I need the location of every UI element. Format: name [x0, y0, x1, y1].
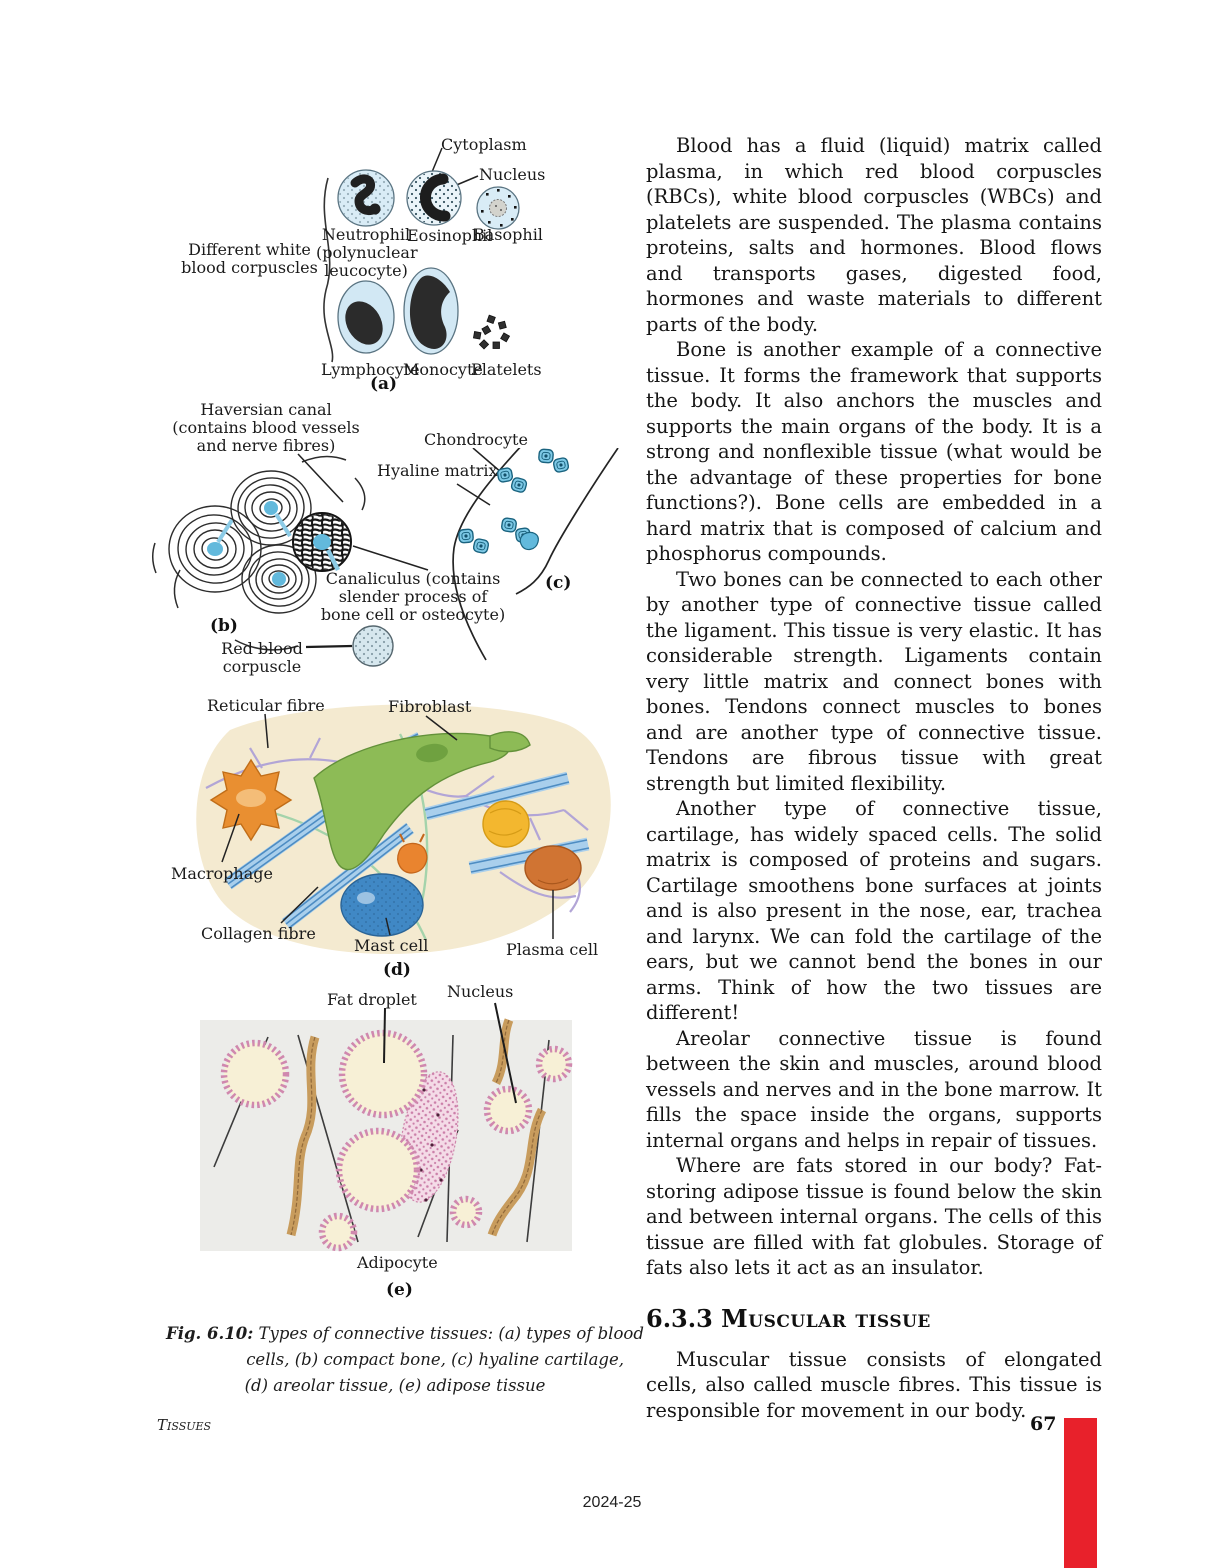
lymph-cell-yellow: [483, 801, 529, 847]
caption-line-2: cells, (b) compact bone, (c) hyaline cartilage,: [246, 1350, 624, 1369]
panel-a-tag: (a): [370, 374, 398, 394]
panel-e-illustration: [196, 995, 576, 1262]
monocyte-cell: [404, 268, 458, 354]
label-plasma-cell: Plasma cell: [506, 940, 599, 959]
page-number: 67: [1030, 1413, 1057, 1435]
basophil-cell: [477, 187, 519, 229]
label-collagen-fibre: Collagen fibre: [201, 924, 316, 943]
label-neutrophil: Neutrophil (polynuclear leucocyte): [316, 225, 418, 280]
fat-droplet-leader-line: [384, 1008, 385, 1063]
label-nucleus-a: Nucleus: [479, 165, 546, 184]
label-nucleus-e: Nucleus: [447, 982, 514, 1001]
panel-c-tag: (c): [545, 573, 572, 593]
canaliculus-leader-line: [353, 546, 428, 570]
label-cytoplasm: Cytoplasm: [441, 135, 527, 154]
paragraph-adipose: Where are fats stored in our body? Fat-storing adipose tissue is found below the skin and between internal organs. The cells of this tissue are filled with fat globules. Storage of fats also lets it act as an insulator.: [646, 1154, 1102, 1279]
section-title: Muscular tissue: [721, 1303, 931, 1333]
paragraph-bone: Bone is another example of a connective tissue. It forms the framework that supports the body. It also anchors the muscles and supports the main organs of the body. It is a strong and nonflexible tissue (what would be the advantage of these properties for bone functions?). Bone cells are embedded in a hard matrix that is composed of calcium and phosphorus compounds.: [646, 338, 1102, 565]
haversian-system-cell: [293, 513, 351, 571]
osteon-1: [169, 506, 261, 592]
caption-text-1: Types of connective tissues: (a) types of blood: [258, 1324, 644, 1343]
section-heading-muscular-tissue: [646, 1305, 1102, 1333]
eosinophil-cell: [407, 171, 461, 225]
paragraph-muscular: Muscular tissue consists of elongated cells, also called muscle fibres. This tissue is responsible for movement in our body.: [646, 1347, 1102, 1422]
red-blood-corpuscle-cell: [306, 626, 393, 666]
panel-e-tag: (e): [386, 1280, 413, 1300]
label-basophil: Basophil: [473, 225, 543, 244]
label-chondrocyte: Chondrocyte: [424, 430, 528, 449]
panel-d-tag: (d): [383, 960, 411, 980]
edition-year-mark: 2024-25: [582, 1494, 642, 1511]
figure-caption: [166, 1321, 644, 1399]
section-number: 6.3.3: [646, 1303, 713, 1333]
label-lymphocyte: Lymphocyte: [321, 360, 420, 379]
label-monocyte: Monocyte: [403, 360, 483, 379]
label-adipocyte: Adipocyte: [357, 1253, 438, 1272]
caption-fig-label: Fig. 6.10:: [166, 1324, 254, 1343]
caption-line-3: (d) areolar tissue, (e) adipose tissue: [244, 1376, 546, 1395]
label-fat-droplet: Fat droplet: [327, 990, 417, 1009]
caption-line-1: [166, 1321, 644, 1347]
lymphocyte-cell: [338, 281, 394, 353]
body-text-column: [646, 133, 1102, 1423]
label-mast-cell: Mast cell: [354, 936, 429, 955]
label-haversian-canal: Haversian canal (contains blood vessels and nerve fibres): [172, 400, 360, 455]
running-title: Tissues: [157, 1416, 212, 1434]
paragraph-ligament: Two bones can be connected to each other by another type of connective tissue called the ligament. This tissue is very elastic. It has considerable strength. Ligaments contain very little matrix and connect bones with bones. Tendons connect muscles to bones and are another type of connective tissue. Tendons are fibrous tissue with great strength but limited flexibility.: [646, 567, 1102, 795]
macrophage-cell: [211, 760, 291, 840]
label-canaliculus: Canaliculus (contains slender process of bone cell or osteocyte): [320, 569, 506, 624]
paragraph-cartilage: Another type of connective tissue, cartilage, has widely spaced cells. The solid matrix is composed of proteins and sugars. Cartilage smoothens bone surfaces at joints and is also present in the nose, ear, trachea and larynx. We can fold the cartilage of the ears, but we cannot bend the bones in our arms. Think of how the two tissues are different!: [646, 797, 1102, 1024]
label-red-blood-corpuscle: Red blood corpuscle: [221, 639, 303, 676]
mast-cell: [341, 874, 423, 936]
paragraph-areolar: Areolar connective tissue is found between the skin and muscles, around blood vessels and nerves and in the bone marrow. It fills the space inside the organs, supports internal organs and helps in repair of tissues.: [646, 1026, 1102, 1152]
label-white-corpuscles-group: Different white blood corpuscles: [181, 240, 318, 277]
page-edge-red-bar: [1064, 1418, 1097, 1568]
label-macrophage: Macrophage: [171, 864, 273, 883]
platelets-cluster: [473, 315, 509, 349]
label-reticular-fibre: Reticular fibre: [207, 696, 325, 715]
label-fibroblast: Fibroblast: [388, 697, 472, 716]
plasma-cell: [525, 846, 581, 890]
paragraph-blood: Blood has a fluid (liquid) matrix called plasma, in which red blood corpuscles (RBCs), white blood corpuscles (WBCs) and platelets are suspended. The plasma contains proteins, salts and hormones. Blood flows and transports gases, digested food, hormones and waste materials to different parts of the body.: [646, 134, 1102, 336]
label-eosinophil: Eosinophil: [407, 226, 493, 245]
label-hyaline-matrix: Hyaline matrix: [377, 461, 498, 480]
neutrophil-cell: [338, 170, 394, 226]
panel-b-tag: (b): [210, 616, 238, 636]
label-platelets: Platelets: [471, 360, 542, 379]
